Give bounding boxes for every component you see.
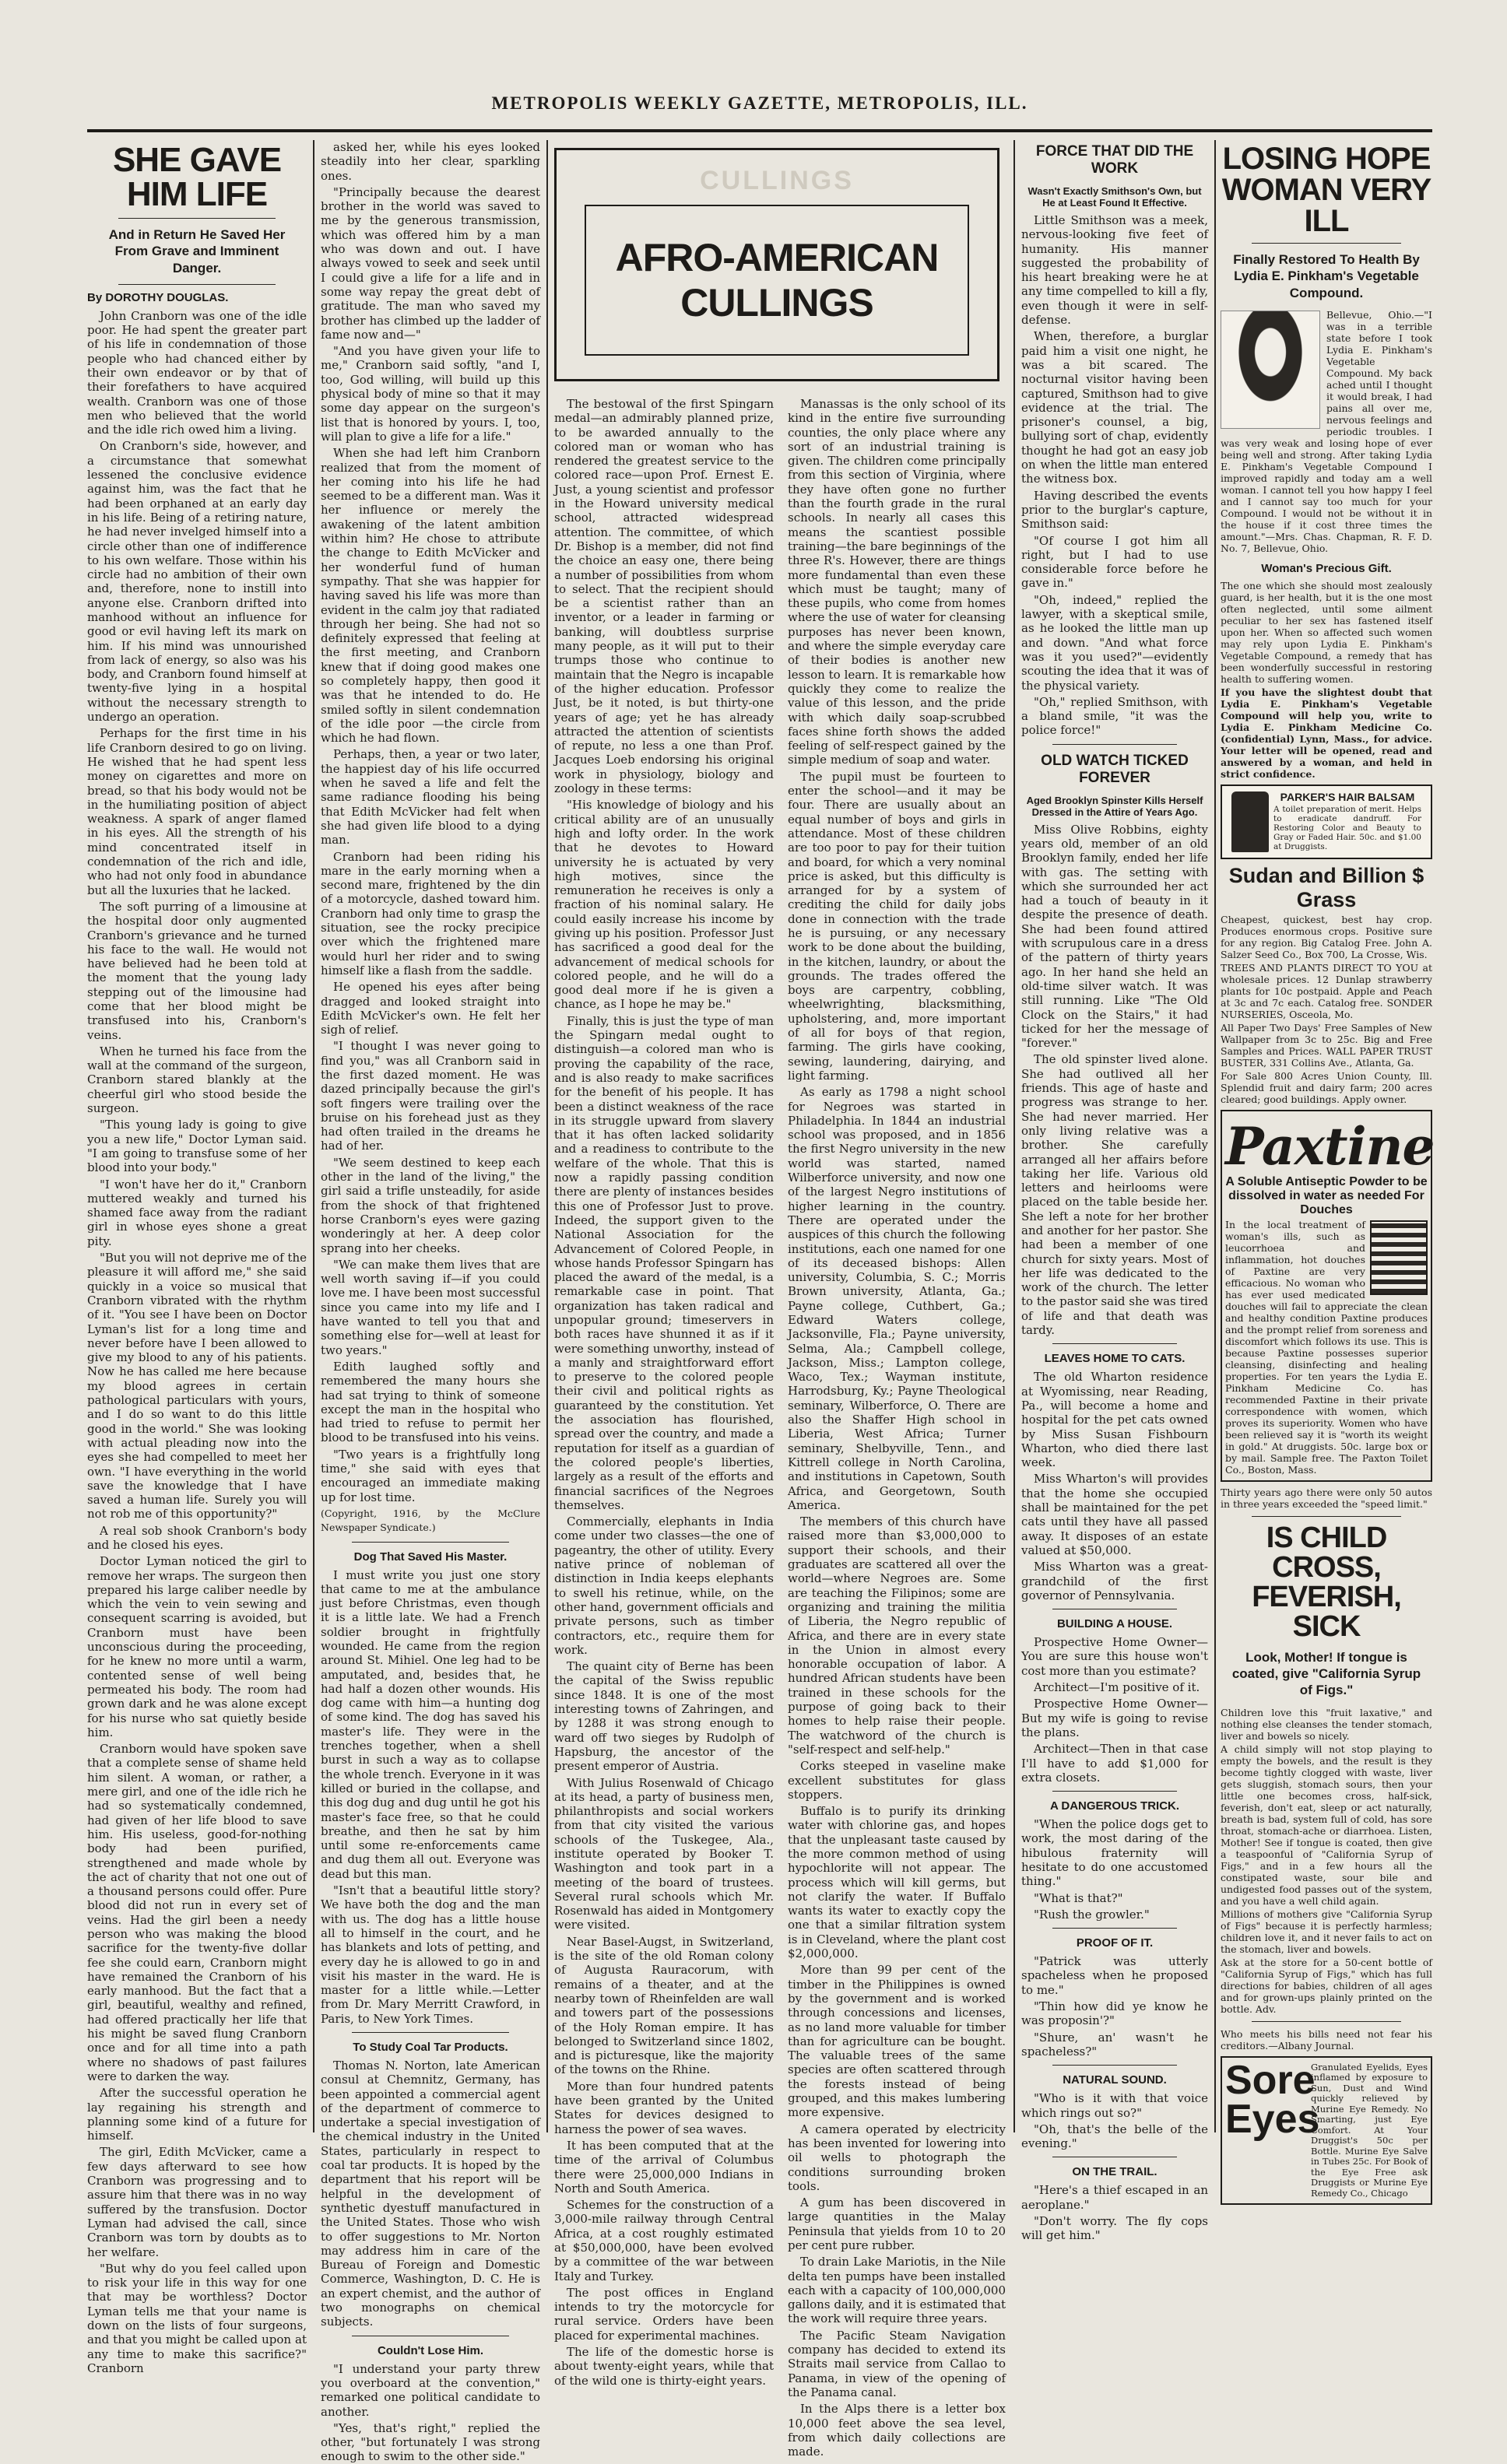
byline: By DOROTHY DOUGLAS. [87, 290, 229, 304]
divider [352, 1542, 509, 1543]
article-body [1021, 2183, 1208, 2242]
paragraph: Finally, this is just the type of man the Spingarn medal ought to distinguish—a colored man who is proving the capability of the race, and is also ready to make sacrifices for the benefit of his people. It has been a distinct weakness of the race in its struggle upward from slavery that it has often lacked solidarity and a readiness to contribute to the welfare of the whole. That this is now a rapidly passing condition there are plenty of instances besides this one of Professor Just to prove. Indeed, the support given to the National Association for the Advancement of Colored People, in whose hands Professor Spingarn has placed the award of the medal, is a remarkable case in point. That organization has taken radical and unpopular ground; timeservers in both races have shunned it as if it were something unworthy, instead of a manly and straightforward effort to preserve to the colored people their civil and political rights as guaranteed by the constitution. Yet the association has flourished, spread over the country, and made a reputation for itself as a guardian of the colored people's liberties, largely as a result of the efforts and financial sacrifices of the Negroes themselves. [554, 1013, 774, 1512]
sore-eyes-ad [1221, 2056, 1432, 2206]
ad-text: All Paper Two Days' Free Samples of New Wallpaper from 3c to 25c. Big and Free Samples and Prices. WALL PAPER TRUST BUSTER, 331 Collins Ave., Atlanta, Ga. [1221, 1021, 1432, 1069]
paragraph: "But why do you feel called upon to risk your life in this way for one that may be worthless? Doctor Lyman tells me that your name is down on the lists of four surgeons, and that you might be called upon at any time to make this sacrifice?" Cranborn [87, 2261, 307, 2375]
paragraph: Miss Wharton was a great-grandchild of the first governor of Pennsylvania. [1021, 1560, 1208, 1602]
paragraph: Cranborn had been riding his mare in the early morning when a second mare, frightened by the din of a motorcycle, dashed toward him. Cranborn had only time to grasp the situation, see the rocky precipice over which the frightened mare would hurl her rider and to swing himself like a flash from the saddle. [321, 849, 540, 978]
paragraph: The members of this church have raised more than $3,000,000 to support their schools, and their graduates are scattered all over the world—where Negroes are. Some are teaching the Filipinos; some are organizing and training the militia of Liberia, the Negro republic of Africa, and there are in every state in the Union in almost every honorable occupation of labor. A hundred African students have been trained in these schools for the purpose of going back to their homes to help raise their people. The watchword of the church is "self-respect and self-help." [788, 1515, 1006, 1757]
ad-text: TREES AND PLANTS DIRECT TO YOU at wholesale prices. 12 Dunlap strawberry plants for 10c postpaid. Apple and Peach at 3c and 7c each. Catalog free. SONDER NURSERIES, Osceola, Mo. [1221, 961, 1432, 1020]
paragraph: "Principally because the dearest brother in the world was saved to me by the generous transmission, which was offered him by a man who was down and out. I have always vowed to seek and seek until I could give a life for a life and in some way repay the great debt of gratitude. The man who saved my brother has climbed up the ladder of fame now and—" [321, 184, 540, 342]
column-rule [313, 140, 314, 2132]
paragraph: Commercially, elephants in India come under two classes—the one of pageantry, the other of utility. Every native prince of nobleman of distinction in India keeps elephants to swell his retinue, while, on the other hand, government officials and private persons, such as timber contractors, etc., require them for work. [554, 1515, 774, 1657]
divider [1052, 1928, 1177, 1929]
paragraph: "Rush the growler." [1034, 1907, 1150, 1922]
subheading: Woman's Precious Gift. [1261, 561, 1392, 575]
paragraph: A gum has been discovered in large quantities in the Malay Peninsula that yields from 10 to 20 per cent pure rubber. [788, 2195, 1006, 2252]
ad-text: For Sale 800 Acres Union County, Ill. Splendid fruit and dairy farm; 200 acres cleared; good buildings. Apply owner. [1221, 1069, 1432, 1105]
paragraph: "Yes, that's right," replied the other, "but fortunately I was strong enough to swim to the other side." [321, 2420, 540, 2464]
paragraph: Prospective Home Owner—You are sure this house won't cost more than you estimate? [1021, 1635, 1208, 1678]
paragraph: "I understand your party threw you overboard at the convention," remarked one political candidate to another. [321, 2361, 540, 2419]
paragraph: A child simply will not stop playing to empty the bowels, and the result is they become tightly clogged with waste, liver gets sluggish, stomach sours, then your little one becomes cross, half-sick, feverish, don't eat, sleep or act naturally, breath is bad, system full of cold, has sore throat, stomach-ache or diarrhoea. Listen, Mother! See if tongue is coated, then give a teaspoonful of "California Syrup of Figs," and in a few hours all the constipated waste, sour bile and undigested food passes out of the system, and you have a well child again. [1221, 1743, 1432, 1907]
column-6-ads [1221, 140, 1435, 2199]
paragraph: The old spinster lived alone. She had outlived all her friends. This age of haste and progress was strange to her. She had never married. Her only living relative was a brother. She carefully arranged all her affairs before taking her life. Various old letters and heirlooms were placed on the table beside her. She left a note for her brother and another for her pastor. She had been a member of one church for sixty years. Most of her life was dedicated to the work of the church. The letter to the pastor said she was tired of life and that death was tardy. [1021, 1052, 1208, 1338]
divider [352, 2032, 509, 2033]
paragraph: "Who is it with that voice which rings out so?" [1021, 2091, 1208, 2120]
subheading: PROOF OF IT. [1076, 1936, 1154, 1950]
paragraph: Ask at the store for a 50-cent bottle of "California Syrup of Figs," which has full directions for babies, children of all ages and for grown-ups plainly printed on the bottle. Adv. [1221, 1956, 1432, 2015]
deck: And in Return He Saved Her From Grave and Imminent Danger. [108, 227, 286, 276]
divider [1052, 1791, 1177, 1792]
article-body [554, 397, 774, 2388]
deck: Aged Brooklyn Spinster Kills Herself Dressed in the Attire of Years Ago. [1026, 794, 1203, 818]
paragraph: After the successful operation he lay regaining his strength and planning some kind of a future for himself. [87, 2086, 307, 2143]
paragraph: When he turned his face from the wall at the command of the surgeon, Cranborn stared blankly at the cheerful girl who stood beside the surgeon. [87, 1044, 307, 1116]
ad-title-sudan: Sudan and Billion $ Grass [1228, 863, 1424, 911]
ad-text: If you have the slightest doubt that Lydia E. Pinkham's Vegetable Compound will help you, write to Lydia E. Pinkham Medicine Co. (confidential) Lynn, Mass., for advice. Your letter will be opened, read and answered by a woman, and held in strict confidence. [1221, 686, 1432, 780]
paragraph: "Isn't that a beautiful little story? We have both the dog and the man with us. The dog has a little house all to himself in the court, and he has blankets and lots of petting, and every day he is allowed to go in and visit his master in the ward. He is master for a little while.—Letter from Dr. Mary Merritt Crawford, in Paris, to New York Times. [321, 1883, 540, 2026]
paragraph: Near Basel-Augst, in Switzerland, is the site of the old Roman colony of Augusta Rauracorum, with remains of a theater, and at the nearby town of Rheinfelden are wall and towers part of the possessions of the Holy Roman empire. It has belonged to Switzerland since 1802, and is picturesque, like the majority of the towns on the Rhine. [554, 1934, 774, 2077]
ad-headline-child: IS CHILD CROSS, FEVERISH, SICK [1252, 1521, 1401, 1643]
ad-deck: A Soluble Antiseptic Powder to be dissolved in water as needed For Douches [1225, 1174, 1428, 1216]
paragraph: "Here's a thief escaped in an aeroplane." [1021, 2183, 1208, 2212]
paragraph: The Pacific Steam Navigation company has decided to extend its Straits mail service from Callao to Panama, in view of the opening of the Panama canal. [788, 2328, 1006, 2399]
column-2 [321, 140, 540, 2464]
paragraph: "Thin how did ye know he was proposin'?" [1021, 1999, 1208, 2028]
paragraph: Buffalo is to purify its drinking water with chlorine gas, and hopes that the unpleasant taste caused by the more common method of using hypochlorite will not appear. The process which will kill germs, but not clarify the water. If Buffalo wants its water to exactly copy the one that a similar filtration system is in Cleveland, where the plant cost $2,000,000. [788, 1804, 1006, 1961]
subheading: NATURAL SOUND. [1063, 2073, 1167, 2087]
paragraph: Manassas is the only school of its kind in the entire five surrounding counties, the only place where any sort of an industrial training is given. The children come principally from this section of Virginia, where they have often gone no further than the fourth grade in the rural schools. In nearly all cases this means the scantiest possible training—the bare beginnings of the three R's. However, there are things more fundamental than even these which must be taught; many of these pupils, who come from homes where the use of water for cleansing purposes has never been known, and where the simple everyday care of their bodies is another new lesson to learn. It is remarkable how quickly they come to realize the value of this lesson, and the pride with which daily soap-scrubbed faces shine forth shows the added feeling of self-respect gained by the simple medium of soap and water. [788, 397, 1006, 767]
ad-text: Cheapest, quickest, best hay crop. Produces enormous crops. Positive sure for any region. Big Catalog Free. John A. Salzer Seed Co., Box 700, La Crosse, Wis. [1221, 913, 1432, 960]
headline-watch: OLD WATCH TICKED FOREVER [1041, 752, 1189, 786]
paragraph: Prospective Home Owner—But my wife is going to revise the plans. [1021, 1697, 1208, 1739]
cullings-title: AFRO-AMERICAN CULLINGS [615, 236, 939, 325]
article-body [1021, 213, 1208, 738]
cullings-title-box [554, 148, 999, 381]
paragraph: "And you have given your life to me," Cranborn said softly, "and I, too, God willing, will build up this physical body of mine so that it may some day appear on the surgeon's list that is honored by yours. I, too, will plan to give a life for a life." [321, 344, 540, 444]
masthead-rule [87, 129, 1432, 132]
subheading: A DANGEROUS TRICK. [1049, 1799, 1180, 1813]
paragraph: "But you will not deprive me of the pleasure it will afford me," she said quickly in a voice so musical that Cranborn vibrated with the rhythm of it. "You see I have been on Doctor Lyman's list for a long time and never before have I been allowed to give my blood to any of his patients. Now he has called me here because my blood agrees in certain pathological particulars with yours, and I do so want to do this little good in the world." She was looking with actual pleading now into the eyes she had compelled to meet her own. "I have everything in the world save the knowledge that I have saved a human life. Surely you will not rob me of this opportunity?" [87, 1251, 307, 1522]
ad-deck: Finally Restored To Health By Lydia E. Pinkham's Vegetable Compound. [1233, 252, 1420, 300]
paragraph: Millions of mothers give "California Syrup of Figs" because it is perfectly harmless; children love it, and it never fails to act on the stomach, liver and bowels. [1221, 1908, 1432, 1955]
paragraph: Doctor Lyman noticed the girl to remove her wraps. The surgeon then prepared his large caliber needle by which the vein to vein sewing and consequent scarring is avoided, but Cranborn must have been unconscious during the proceeding, for he knew no more until a warm, contented sense of well being permeated his body. The room had grown dark and he was alone except for his nurse who sat quietly beside him. [87, 1554, 307, 1739]
article-body [1021, 1635, 1208, 1785]
column-rule [546, 140, 548, 2132]
paragraph: "This young lady is going to give you a new life," Doctor Lyman said. "I am going to transfuse some of her blood into your body." [87, 1118, 307, 1175]
paragraph: "Two years is a frightfully long time," she said with eyes that encouraged an immediate making up for lost time. [321, 1447, 540, 1504]
paragraph: "Shure, an' wasn't he spacheless?" [1021, 2030, 1208, 2059]
cullings-title-frame [585, 205, 969, 356]
article-body [788, 397, 1006, 2459]
paragraph: "Oh, that's the belle of the evening." [1021, 2122, 1208, 2151]
paragraph: Thomas N. Norton, late American consul at Chemnitz, Germany, has been appointed a commercial agent of the department of commerce to undertake a special investigation of the chemical industry in the United States, particularly in respect to coal tar products. It is hoped by the department that his report will be helpful in the development of synthetic dyestuff manufactured in the United States. Those who wish to offer suggestions to Mr. Norton may address him in care of the Bureau of Foreign and Domestic Commerce, Washington, D. C. He is an expert chemist, and the author of two monographs on chemical subjects. [321, 2059, 540, 2329]
paragraph: More than 99 per cent of the timber in the Philippines is owned by the government and is worked through concessions and licenses, as no land more valuable for timber than for agriculture can be bought. The valuable trees of the same species are often scattered through the forests instead of being grouped, and this makes lumbering more expensive. [788, 1963, 1006, 2120]
paragraph: More than four hundred patents have been granted by the United States for devices designed to harness the power of sea waves. [554, 2079, 774, 2136]
paragraph: The bestowal of the first Spingarn medal—an admirably planned prize, to be awarded annually to the colored man or woman who has rendered the greatest service to the colored race—upon Prof. Ernest E. Just, a young scientist and professor in the Howard university medical school, attracted widespread attention. The committee, of which Dr. Bishop is a member, did not find the choice an easy one, there being a number of possibilities from whom to select. That the recipient should be a scientist rather than an inventor, or a leader in farming or banking, will doubtless surprise many people, as it will put to their trumps those who continue to maintain that the Negro is incapable of the higher education. Professor Just, be it noted, is but thirty-one years of age; yet he has already attracted the attention of scientists of repute, no less a one than Prof. Jacques Loeb endorsing his original work in physiology, biology and zoology in these terms: [554, 397, 774, 796]
divider [118, 284, 276, 285]
headline-force: FORCE THAT DID THE WORK [1035, 143, 1194, 177]
woman-portrait-image [1221, 311, 1320, 429]
paragraph: Children love this "fruit laxative," and nothing else cleanses the tender stomach, liver and bowels so nicely. [1221, 1706, 1432, 1742]
ad-text: Granulated Eyelids, Eyes inflamed by exposure to Sun, Dust and Wind quickly relieved by Murine Eye Remedy. No Smarting, just Eye Comfort. At Your Druggist's 50c per Bottle. Murine Eye Salve in Tubes 25c. For Book of the Eye Free ask Druggists or Murine Eye Remedy Co., Chicago [1311, 2061, 1428, 2199]
bottle-icon [1231, 791, 1269, 852]
paragraph: "When the police dogs get to work, the most daring of the hibulous fraternity will hesitate to do one accustomed thing." [1021, 1817, 1208, 1889]
subheading: LEAVES HOME TO CATS. [1044, 1352, 1186, 1366]
paragraph: "Don't worry. The fly cops will get him." [1021, 2214, 1208, 2243]
paragraph: "What is that?" [1034, 1890, 1123, 1905]
column-rule [1214, 140, 1216, 2132]
ad-deck: Look, Mother! If tongue is coated, give "California Syrup of Figs." [1231, 1649, 1421, 1698]
article-body [1021, 1954, 1208, 2059]
filler-text: Who meets his bills need not fear his creditors.—Albany Journal. [1221, 2027, 1432, 2052]
divider [1252, 243, 1401, 244]
paragraph: The life of the domestic horse is about twenty-eight years, while that of the wild one is thirty-eight years. [554, 2345, 774, 2388]
ad-text: A toilet preparation of merit. Helps to eradicate dandruff. For Restoring Color and Beauty to Gray or Faded Hair. 50c. and $1.00 at Druggists. [1273, 804, 1421, 851]
column-3 [554, 397, 774, 2388]
eyes-word: Eyes [1225, 2096, 1320, 2142]
column-1 [87, 140, 307, 2375]
ad-text: The one which she should most zealously guard, is her health, but it is the one most often neglected, until some ailment peculiar to her sex has fastened itself upon her. When so affected such women may rely upon Lydia E. Pinkham's Vegetable Compound, a remedy that has been wonderfully successful in restoring health to suffering women. [1221, 579, 1432, 685]
article-body [321, 140, 540, 1504]
paragraph: John Cranborn was one of the idle poor. He had spent the greater part of his life in condemnation of those people who had chanced either by their own endeavor or by that of their forefathers to have acquired wealth. Cranborn was one of those men who believed that the world and the idle rich owed him a living. [87, 308, 307, 437]
paxtine-logo: Paxtine [1225, 1115, 1435, 1177]
paragraph: Miss Wharton's will provides that the home she occupied shall be maintained for the pet cats until they have all passed away. It disposes of an estate valued at $50,000. [1021, 1472, 1208, 1557]
article-body [1021, 1370, 1208, 1602]
paragraph: In the Alps there is a letter box 10,000 feet above the sea level, from which daily collections are made. [788, 2402, 1006, 2459]
ad-title: PARKER'S HAIR BALSAM [1280, 790, 1415, 803]
divider [1252, 2021, 1401, 2022]
paragraph: Corks steeped in vaseline make excellent substitutes for glass stoppers. [788, 1759, 1006, 1802]
paragraph: "Patrick was utterly spacheless when he proposed to me." [1021, 1954, 1208, 1997]
paragraph: Architect—Then in that case I'll have to add $1,000 for extra closets. [1021, 1742, 1208, 1785]
paragraph: When she had left him Cranborn realized that from the moment of her coming into his life he had seemed to be a different man. Was it her influence or merely the awakening of the latent ambition within him? He chose to attribute the change to Edith McVicker and her wonderful fund of human sympathy. That she was happier for having saved his life was more than evident in the calm joy that radiated through her being. She had not so definitely expressed that feeling at the first meeting, and Cranborn knew that if doing good makes one so completely happy, then good it was that he intended to do. He smiled softly in silent condemnation of the idle poor —the circle from which he had flown. [321, 446, 540, 746]
filler-text: Thirty years ago there were only 50 autos in three years exceeded the "speed limit." [1221, 1486, 1432, 1510]
divider [1252, 1516, 1401, 1517]
copyright: (Copyright, 1916, by the McClure Newspaper Syndicate.) [321, 1507, 540, 1534]
sore-word: Sore [1225, 2057, 1316, 2103]
subheading: Couldn't Lose Him. [377, 2343, 484, 2357]
ad-text: In the local treatment of woman's ills, such as leucorrhoea and inflammation, hot douches of Paxtine are very efficacious. No woman who has ever used medicated douches will fail to appreciate the clean and healthy condition Paxtine produces and the prompt relief from soreness and discomfort which follows its use. This is because Paxtine possesses superior cleansing, disinfecting and healing properties. For ten years the Lydia E. Pinkham Medicine Co. has recommended Paxtine in their private correspondence with women, which proves its superiority. Women who have been relieved say it is "worth its weight in gold." At druggists. 50c. large box or by mail. Sample free. The Paxton Toilet Co., Boston, Mass. [1225, 1218, 1428, 1476]
paragraph: Little Smithson was a meek, nervous-looking five feet of humanity. His manner suggested the probability of his heart breaking were he at any time compelled to kill a fly, even though it were in self-defense. [1021, 213, 1208, 328]
paragraph: "I won't have her do it," Cranborn muttered weakly and turned his shamed face away from the radiant girl in whose eyes shone a great pity. [87, 1177, 307, 1248]
ghost-text: CULLINGS [700, 166, 854, 195]
divider [1052, 2065, 1177, 2066]
parker-hair-balsam-ad [1221, 784, 1432, 859]
ad-headline-losing-hope: LOSING HOPE WOMAN VERY ILL [1221, 142, 1431, 238]
deck: Wasn't Exactly Smithson's Own, but He at Least Found It Effective. [1028, 185, 1202, 209]
paragraph: Perhaps, then, a year or two later, the happiest day of his life occurred when he saved a life and felt the same radiance flooding his being that Edith McVicker had felt when she had given life blood to a dying man. [321, 747, 540, 848]
headline-she-gave-him-life: SHE GAVE HIM LIFE [112, 141, 282, 213]
masthead: METROPOLIS WEEKLY GAZETTE, METROPOLIS, ILL. [491, 93, 1028, 113]
subheading: Dog That Saved His Master. [353, 1550, 508, 1564]
paragraph: A real sob shook Cranborn's body and he closed his eyes. [87, 1523, 307, 1552]
paragraph: It has been computed that at the time of the arrival of Columbus there were 25,000,000 Indians in North and South America. [554, 2138, 774, 2195]
subheading: ON THE TRAIL. [1072, 2165, 1157, 2179]
divider [1052, 744, 1177, 745]
subheading: BUILDING A HOUSE. [1056, 1617, 1173, 1631]
paragraph: "Oh, indeed," replied the lawyer, with a skeptical smile, as he looked the little man up and down. "And what force was it you used?"—evidently scouting the idea that it was of the physical variety. [1021, 592, 1208, 693]
paragraph: "Oh," replied Smithson, with a bland smile, "it was the police force!" [1021, 694, 1208, 738]
paragraph: "We seem destined to keep each other in the land of the living," the girl said a trifle unsteadily, for aside from the shock of that frightened horse Cranborn's eyes were gazing wonderingly at her. A deep color sprang into her cheeks. [321, 1155, 540, 1255]
paragraph: Cranborn would have spoken save that a complete sense of shame held him silent. A woman, or rather, a mere girl, and one of the idle rich he had so systematically condemned, had given of her life blood to save him. His useless, good-for-nothing body had been purified, strengthened and made whole by the act of charity that not one out of a thousand persons could offer. Pure blood did not run in every set of veins. Had the girl been a needy person who was making the blood sacrifice for the twenty-five dollar fee she could earn, Cranborn might have remained the Cranborn of his early manhood. But the fact that a girl, beautiful, wealthy and refined, had offered practically her life that his might be saved flung Cranborn once and for all time into a path where no shadows of past failures were to darken the way. [87, 1742, 307, 2083]
paragraph: With Julius Rosenwald of Chicago at its head, a party of business men, philanthropists and social workers from that city visited the various schools of the Tuskegee, Ala., institute operated by Booker T. Washington and took part in a meeting of the board of trustees. Several rural schools which Mr. Rosenwald has aided in Montgomery were visited. [554, 1775, 774, 1932]
paragraph: asked her, while his eyes looked steadily into her clear, sparkling ones. [321, 140, 540, 183]
paragraph: I must write you just one story that came to me at the ambulance just before Christmas, even though it is a little late. We had a French soldier brought in frightfully wounded. He came from the region around St. Mihiel. One leg had to be amputated, and, besides that, he had half a dozen other wounds. His dog came with him—a hunting dog of some kind. The dog has saved his master's life. They were in the trenches together, when a shell burst in such a way as to collapse the whole trench. Everyone in it was killed or buried in the collapse, and this dog dug and dug until he got his master's face free, so that he could breathe, and then he sat by him until some re-enforcements came and dug them all out. Everyone was dead but this man. [321, 1567, 540, 1881]
column-5 [1021, 140, 1208, 2243]
paragraph: The pupil must be fourteen to enter the school—and it may be four. There are usually about an equal number of boys and girls in attendance. Most of these children are too poor to pay for their tuition and board, for which a very nominal price is asked, but this difficulty is arranged for by a system of crediting the child for daily jobs done in connection with the trade he is pursuing, or any necessary work to be done about the building, in the kitchen, laundry, or about the grounds. The trades offered the boys are carpentry, cobbling, wheelwrighting, blacksmithing, upholstering, and, more important of all for boys of that region, farming. The girls have cooking, sewing, laundering, dairying, and light farming. [788, 769, 1006, 1083]
newspaper-page [87, 86, 1435, 2464]
paragraph: The girl, Edith McVicker, came a few days afterward to see how Cranborn was progressing and to assure him that there was in no way suffered by the transfusion. Doctor Lyman had advised the call, since Cranborn was torn by doubts as to her welfare. [87, 2145, 307, 2259]
paragraph: The soft purring of a limousine at the hospital door only augmented Cranborn's grievance and he turned his face to the wall. He would not have believed had he been told at the moment that the young lady stepping out of the limousine had come that her blood might be transfused into his, Cranborn's veins. [87, 899, 307, 1042]
paragraph: "I thought I was never going to find you," was all Cranborn said in the first dazed moment. He was dazed principally because the girl's soft fingers were trailing over the bruise on his forehead just as they had often trailed in the dreams he had of her. [321, 1039, 540, 1153]
paragraph: On Cranborn's side, however, and a circumstance that somewhat lessened the conclusive evidence against him, was the fact that he had been orphaned at an early day in his life. Being of a retiring nature, he had never invelged himself into a circle other than one of indifference to his own welfare. Those within his circle had no ambition of their own and, therefore, none to instill into anyone else. Cranborn drifted into manhood without an influence for good or evil having left its mark on him. If his mind was unnourished from lack of energy, so also was his body, and Cranborn found himself at twenty-five lying in a hospital without the necessary strength to undergo an operation. [87, 439, 307, 725]
article-body [1021, 2091, 1208, 2150]
paragraph: The old Wharton residence at Wyomissing, near Reading, Pa., will become a home and hospital for the pet cats owned by Miss Susan Fishbourn Wharton, who died there last week. [1021, 1370, 1208, 1470]
paxtine-tin-image [1370, 1220, 1428, 1295]
paragraph: As early as 1798 a night school for Negroes was started in Philadelphia. In 1844 an industrial school was proposed, and in 1856 the first Negro university in the new world was started, named Wilberforce university, and now one of the largest Negro institutions of higher learning in the country. There are operated under the auspices of this church the following institutions, each one named for one of its deceased bishops: Allen university, Columbia, S. C.; Morris Brown university, Atlanta, Ga.; Payne college, Cuthbert, Ga.; Edward Waters college, Jacksonville, Fla.; Payne university, Selma, Ala.; Campbell college, Jackson, Miss.; Lampton college, Waco, Tex.; Wayman institute, Harrodsburg, Ky.; Payne Theological seminary, Wilberforce, O. There are also the Shaffer High school in Liberia, West Africa; Turner seminary, Shelbyville, Tenn., and Kittrell college in North Carolina, and institutions in Capetown, South Africa, and Georgetown, South America. [788, 1085, 1006, 1512]
article-body [87, 309, 307, 2375]
paragraph: The quaint city of Berne has been the capital of the Swiss republic since 1848. It is one of the most interesting towns of Zahringen, and by 1288 it was strong enough to ward off two sieges by Rudolph of Hapsburg, the ancestor of the present emperor of Austria. [554, 1659, 774, 1774]
paragraph: Architect—I'm positive of it. [1034, 1680, 1200, 1695]
paragraph: When, therefore, a burglar paid him a visit one night, he was a bit scared. The nocturnal visitor having been captured, Smithson had to give evidence at the trial. The prisoner's counsel, a big, bullying sort of chap, evidently thought he had got an easy job on when the little man entered the witness box. [1021, 329, 1208, 486]
paragraph: To drain Lake Mariotis, in the Nile delta ten pumps have been installed each with a capacity of 100,000,000 gallons daily, and it is estimated that the work will require three years. [788, 2255, 1006, 2326]
paragraph: He opened his eyes after being dragged and looked straight into Edith McVicker's own. He felt her sigh of relief. [321, 980, 540, 1037]
article-body [1021, 1817, 1208, 1922]
paragraph: Edith laughed softly and remembered the many hours she had sat trying to think of someone except the man in the hospital who had tried to refuse to permit her blood to be transfused into his veins. [321, 1359, 540, 1445]
paragraph: Schemes for the construction of a 3,000-mile railway through Central Africa, at a cost roughly estimated at $50,000,000, have been evolved by a committee of the war between Italy and Turkey. [554, 2198, 774, 2283]
divider [118, 218, 276, 219]
subheading: To Study Coal Tar Products. [353, 2041, 508, 2054]
paragraph: The post offices in England intends to try the motorcycle for rural service. Orders have been placed for experimental machines. [554, 2285, 774, 2343]
paragraph: Having described the events prior to the burglar's capture, Smithson said: [1021, 488, 1208, 532]
paragraph: A camera operated by electricity has been invented for lowering into oil wells to photograph the conditions surrounding broken tools. [788, 2122, 1006, 2193]
divider [1052, 1343, 1177, 1344]
paragraph: "Of course I got him all right, but I had to use considerable force before he gave in." [1021, 533, 1208, 591]
ad-text: Bellevue, Ohio.—"I was in a terrible state before I took Lydia E. Pinkham's Vegetable Compound. My back ached until I thought it would break, I had pains all over me, nervous feelings and periodic troubles. I was very weak and losing hope of ever being well and strong. After taking Lydia E. Pinkham's Vegetable Compound I improved rapidly and today am a well woman. I cannot tell you how happy I feel and I cannot say too much for your Compound. I would not be without it in the house if it cost three times the amount."—Mrs. Chas. Chapman, R. F. D. No. 7, Bellevue, Ohio. [1221, 308, 1432, 554]
column-4 [788, 397, 1006, 2459]
paragraph: "We can make them lives that are well worth saving if—if you could love me. I have been most successful since you came into my life and I have wanted to tell you that and something else for—well at least for two years." [321, 1257, 540, 1357]
ad-body [1221, 1707, 1432, 2015]
paragraph: "His knowledge of biology and his critical ability are of an unusually high and lofty order. In the work that he devotes to Howard university he is actuated by very high motives, since the remuneration he receives is only a fraction of his nominal salary. He could easily increase his income by giving up his position. Professor Just has sacrificed a good deal for the advancement of medical schools for colored people, and he will do a good deal more if he is given a chance, as I hope he may be." [554, 798, 774, 1012]
article-body [1021, 823, 1208, 1338]
paragraph: Perhaps for the first time in his life Cranborn desired to go on living. He wished that he had spent less money on cigarettes and more on bread, so that his body would not be in the humiliating position of abject weakness. A spark of anger flamed in his eyes. All the strength of his mind concentrated itself in condemnation of the rich and idle, who had not only food in abundance but all the luxuries that he lacked. [87, 726, 307, 897]
paragraph: Miss Olive Robbins, eighty years old, member of an old Brooklyn family, ended her life with gas. The setting with which she surrounded her act had a touch of beauty in it despite the presence of death. She had been found attired with scrupulous care in a dress of the pattern of thirty years ago. In her hand she held an old-time silver watch. It was still running. Like "The Old Clock on the Stairs," it had ticked for her the message of "forever." [1021, 822, 1208, 1051]
column-rule [1013, 140, 1015, 2132]
paxtine-ad [1221, 1110, 1435, 1482]
